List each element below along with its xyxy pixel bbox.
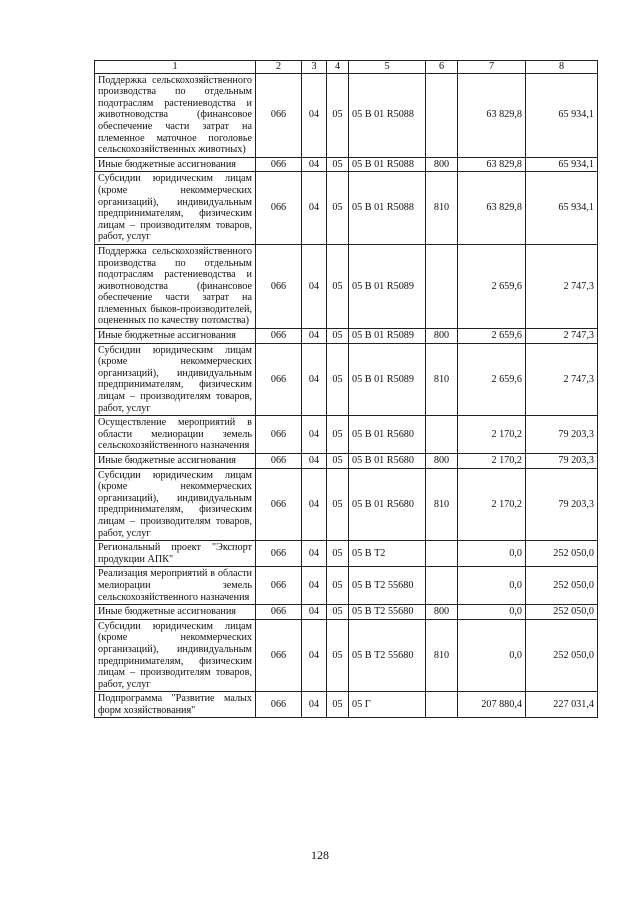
ministry-code: 066 bbox=[256, 329, 302, 344]
target-article-code: 05 В 01 R5088 bbox=[349, 73, 426, 157]
expense-type-code bbox=[426, 73, 458, 157]
subsection-code: 05 bbox=[327, 567, 349, 605]
table-row bbox=[95, 541, 598, 567]
section-code: 04 bbox=[302, 567, 327, 605]
expense-type-code: 810 bbox=[426, 172, 458, 245]
subsection-code: 05 bbox=[327, 541, 349, 567]
row-name: Иные бюджетные ассигнования bbox=[95, 605, 256, 620]
row-name: Региональный проект "Экспорт продукции АПК" bbox=[95, 541, 256, 567]
subsection-code: 05 bbox=[327, 468, 349, 541]
amount-year-1: 2 170,2 bbox=[458, 454, 526, 469]
row-name: Подпрограмма "Развитие малых форм хозяйствования" bbox=[95, 692, 256, 718]
section-code: 04 bbox=[302, 416, 327, 454]
section-code: 04 bbox=[302, 619, 327, 692]
expense-type-code bbox=[426, 416, 458, 454]
row-name: Осуществление мероприятий в области мелиорации земель сельскохозяйственного назначения bbox=[95, 416, 256, 454]
section-code: 04 bbox=[302, 157, 327, 172]
section-code: 04 bbox=[302, 605, 327, 620]
amount-year-1: 0,0 bbox=[458, 567, 526, 605]
table-row bbox=[95, 157, 598, 172]
table-row bbox=[95, 343, 598, 416]
amount-year-2: 65 934,1 bbox=[526, 73, 598, 157]
amount-year-2: 227 031,4 bbox=[526, 692, 598, 718]
subsection-code: 05 bbox=[327, 619, 349, 692]
subsection-code: 05 bbox=[327, 605, 349, 620]
row-name: Поддержка сельскохозяйственного производства по отдельным подотраслям растениеводства и животноводства (финансовое обеспечение части затрат на племенных быков-производителей, оцененных по качеству потомства) bbox=[95, 244, 256, 328]
expense-type-code bbox=[426, 567, 458, 605]
header-cell: 6 bbox=[426, 61, 458, 74]
section-code: 04 bbox=[302, 329, 327, 344]
target-article-code: 05 В Т2 55680 bbox=[349, 619, 426, 692]
section-code: 04 bbox=[302, 692, 327, 718]
amount-year-2: 252 050,0 bbox=[526, 567, 598, 605]
expense-type-code: 800 bbox=[426, 157, 458, 172]
amount-year-2: 2 747,3 bbox=[526, 329, 598, 344]
ministry-code: 066 bbox=[256, 692, 302, 718]
row-name: Иные бюджетные ассигнования bbox=[95, 329, 256, 344]
target-article-code: 05 В Т2 bbox=[349, 541, 426, 567]
table-row bbox=[95, 692, 598, 718]
table-row bbox=[95, 619, 598, 692]
table-row bbox=[95, 172, 598, 245]
table-body bbox=[95, 73, 598, 718]
target-article-code: 05 В 01 R5680 bbox=[349, 454, 426, 469]
table-row bbox=[95, 329, 598, 344]
expense-type-code bbox=[426, 692, 458, 718]
header-row bbox=[95, 61, 598, 74]
budget-table bbox=[94, 60, 598, 718]
subsection-code: 05 bbox=[327, 172, 349, 245]
table-row bbox=[95, 605, 598, 620]
amount-year-2: 79 203,3 bbox=[526, 454, 598, 469]
ministry-code: 066 bbox=[256, 416, 302, 454]
section-code: 04 bbox=[302, 73, 327, 157]
table-row bbox=[95, 244, 598, 328]
amount-year-1: 2 659,6 bbox=[458, 329, 526, 344]
target-article-code: 05 В Т2 55680 bbox=[349, 567, 426, 605]
section-code: 04 bbox=[302, 343, 327, 416]
table-row bbox=[95, 454, 598, 469]
target-article-code: 05 В 01 R5088 bbox=[349, 172, 426, 245]
target-article-code: 05 В 01 R5089 bbox=[349, 244, 426, 328]
amount-year-2: 65 934,1 bbox=[526, 157, 598, 172]
ministry-code: 066 bbox=[256, 567, 302, 605]
table-row bbox=[95, 416, 598, 454]
row-name: Субсидии юридическим лицам (кроме некоммерческих организаций), индивидуальным предпринимателям, физическим лицам – производителям товаров, работ, услуг bbox=[95, 468, 256, 541]
amount-year-2: 252 050,0 bbox=[526, 541, 598, 567]
expense-type-code: 810 bbox=[426, 343, 458, 416]
table-row bbox=[95, 468, 598, 541]
subsection-code: 05 bbox=[327, 692, 349, 718]
subsection-code: 05 bbox=[327, 329, 349, 344]
expense-type-code: 810 bbox=[426, 619, 458, 692]
expense-type-code: 800 bbox=[426, 329, 458, 344]
expense-type-code: 800 bbox=[426, 454, 458, 469]
ministry-code: 066 bbox=[256, 244, 302, 328]
header-cell: 1 bbox=[95, 61, 256, 74]
row-name: Иные бюджетные ассигнования bbox=[95, 454, 256, 469]
ministry-code: 066 bbox=[256, 541, 302, 567]
expense-type-code: 800 bbox=[426, 605, 458, 620]
header-cell: 4 bbox=[327, 61, 349, 74]
section-code: 04 bbox=[302, 468, 327, 541]
ministry-code: 066 bbox=[256, 157, 302, 172]
row-name: Реализация мероприятий в области мелиорации земель сельскохозяйственного назначения bbox=[95, 567, 256, 605]
amount-year-1: 0,0 bbox=[458, 619, 526, 692]
subsection-code: 05 bbox=[327, 244, 349, 328]
header-cell: 7 bbox=[458, 61, 526, 74]
table-row bbox=[95, 73, 598, 157]
amount-year-1: 63 829,8 bbox=[458, 172, 526, 245]
target-article-code: 05 В 01 R5088 bbox=[349, 157, 426, 172]
header-cell: 5 bbox=[349, 61, 426, 74]
amount-year-2: 2 747,3 bbox=[526, 343, 598, 416]
amount-year-1: 2 170,2 bbox=[458, 468, 526, 541]
amount-year-1: 2 659,6 bbox=[458, 244, 526, 328]
subsection-code: 05 bbox=[327, 454, 349, 469]
row-name: Субсидии юридическим лицам (кроме некоммерческих организаций), индивидуальным предпринимателям, физическим лицам – производителям товаров, работ, услуг bbox=[95, 343, 256, 416]
page-number: 128 bbox=[311, 848, 329, 862]
target-article-code: 05 В 01 R5680 bbox=[349, 468, 426, 541]
amount-year-2: 252 050,0 bbox=[526, 605, 598, 620]
amount-year-1: 2 170,2 bbox=[458, 416, 526, 454]
amount-year-1: 63 829,8 bbox=[458, 73, 526, 157]
ministry-code: 066 bbox=[256, 468, 302, 541]
target-article-code: 05 В 01 R5089 bbox=[349, 343, 426, 416]
header-cell: 3 bbox=[302, 61, 327, 74]
row-name: Поддержка сельскохозяйственного производства по отдельным подотраслям растениеводства и животноводства (финансовое обеспечение части затрат на племенное маточное поголовье сельскохозяйственных животных) bbox=[95, 73, 256, 157]
ministry-code: 066 bbox=[256, 619, 302, 692]
target-article-code: 05 Г bbox=[349, 692, 426, 718]
target-article-code: 05 В Т2 55680 bbox=[349, 605, 426, 620]
amount-year-2: 79 203,3 bbox=[526, 416, 598, 454]
amount-year-1: 207 880,4 bbox=[458, 692, 526, 718]
table-row bbox=[95, 567, 598, 605]
target-article-code: 05 В 01 R5680 bbox=[349, 416, 426, 454]
subsection-code: 05 bbox=[327, 157, 349, 172]
subsection-code: 05 bbox=[327, 73, 349, 157]
amount-year-1: 0,0 bbox=[458, 541, 526, 567]
subsection-code: 05 bbox=[327, 343, 349, 416]
ministry-code: 066 bbox=[256, 454, 302, 469]
amount-year-1: 63 829,8 bbox=[458, 157, 526, 172]
expense-type-code bbox=[426, 244, 458, 328]
expense-type-code: 810 bbox=[426, 468, 458, 541]
section-code: 04 bbox=[302, 244, 327, 328]
amount-year-2: 252 050,0 bbox=[526, 619, 598, 692]
amount-year-2: 65 934,1 bbox=[526, 172, 598, 245]
section-code: 04 bbox=[302, 172, 327, 245]
row-name: Иные бюджетные ассигнования bbox=[95, 157, 256, 172]
ministry-code: 066 bbox=[256, 343, 302, 416]
amount-year-1: 0,0 bbox=[458, 605, 526, 620]
subsection-code: 05 bbox=[327, 416, 349, 454]
row-name: Субсидии юридическим лицам (кроме некоммерческих организаций), индивидуальным предпринимателям, физическим лицам – производителям товаров, работ, услуг bbox=[95, 172, 256, 245]
section-code: 04 bbox=[302, 454, 327, 469]
section-code: 04 bbox=[302, 541, 327, 567]
ministry-code: 066 bbox=[256, 172, 302, 245]
ministry-code: 066 bbox=[256, 605, 302, 620]
expense-type-code bbox=[426, 541, 458, 567]
ministry-code: 066 bbox=[256, 73, 302, 157]
header-cell: 2 bbox=[256, 61, 302, 74]
row-name: Субсидии юридическим лицам (кроме некоммерческих организаций), индивидуальным предпринимателям, физическим лицам – производителям товаров, работ, услуг bbox=[95, 619, 256, 692]
amount-year-2: 79 203,3 bbox=[526, 468, 598, 541]
amount-year-1: 2 659,6 bbox=[458, 343, 526, 416]
header-cell: 8 bbox=[526, 61, 598, 74]
amount-year-2: 2 747,3 bbox=[526, 244, 598, 328]
target-article-code: 05 В 01 R5089 bbox=[349, 329, 426, 344]
